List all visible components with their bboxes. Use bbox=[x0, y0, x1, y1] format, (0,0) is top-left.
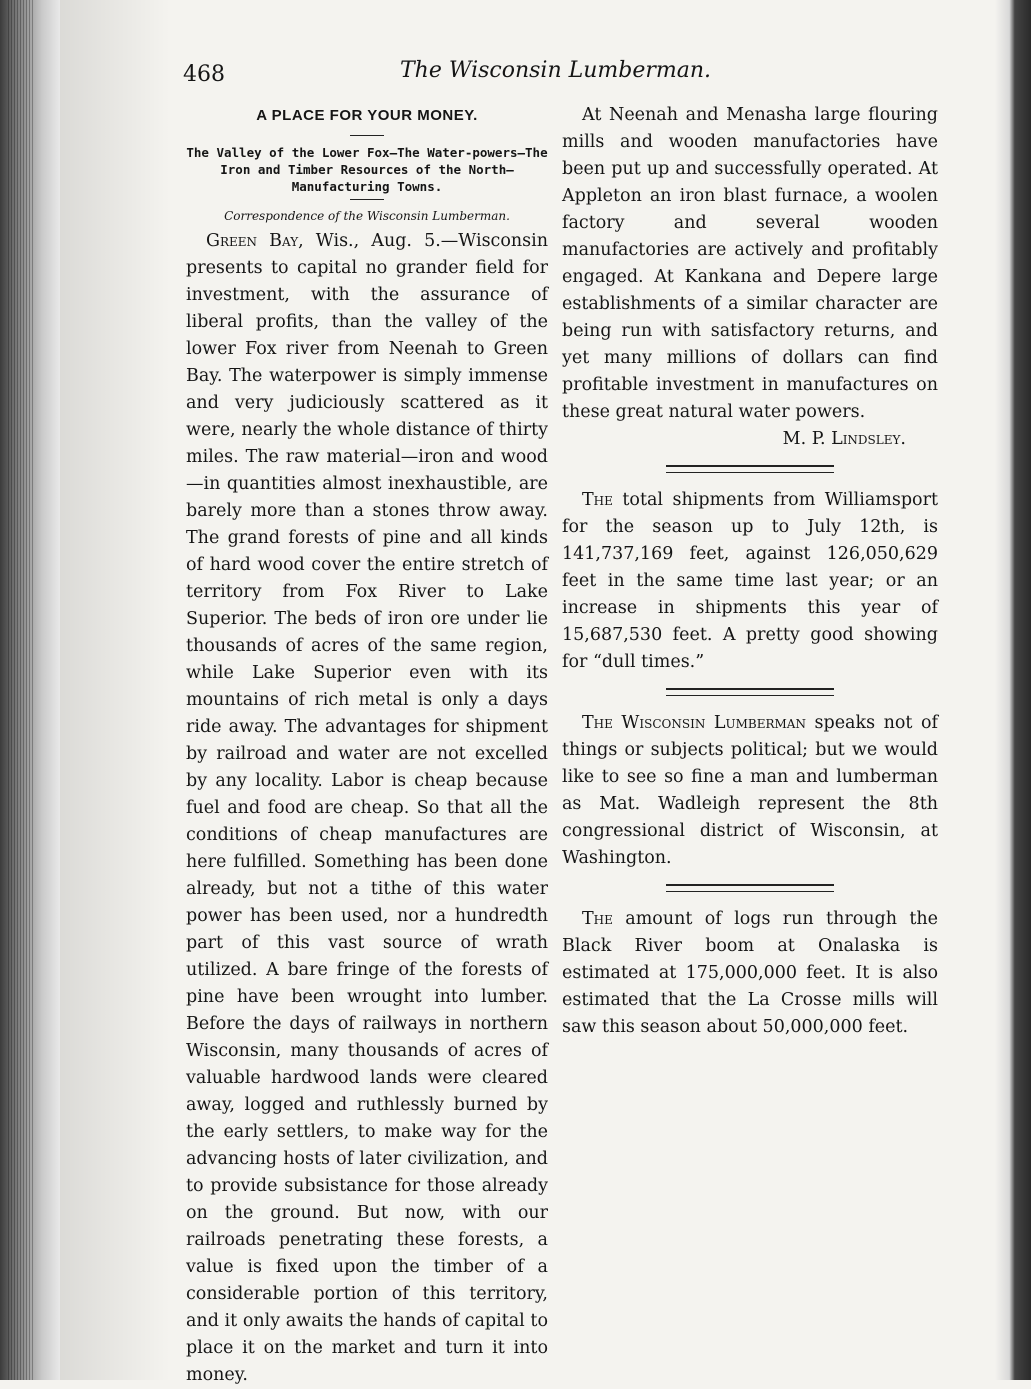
news-item-shipments bbox=[562, 487, 938, 676]
section-divider bbox=[666, 688, 834, 696]
gutter-shadow bbox=[60, 0, 170, 1380]
item-lead: The bbox=[582, 490, 613, 510]
news-item-logs bbox=[562, 906, 938, 1041]
page-right-edge bbox=[995, 0, 1031, 1380]
dateline: Green Bay bbox=[206, 231, 299, 251]
heading-rule bbox=[350, 135, 384, 136]
article-heading: A PLACE FOR YOUR MONEY. bbox=[256, 107, 478, 124]
column-left bbox=[186, 100, 548, 1389]
article-signature: M. P. Lindsley. bbox=[782, 429, 906, 449]
item-text: speaks not of things or subjects political; but we would like to see so fine a man and lumberman as Mat. Wadleigh represent the 8th congressional district of Wisconsin, at Washington. bbox=[562, 713, 938, 868]
article-paragraph-2: At Neenah and Menasha large flouring mills and wooden manufactories have been put up and successfully operated. At Appleton an iron blast furnace, a woolen factory and several wooden manufactories are actively and profitably engaged. At Kankana and Depere large establishments of a similar character are being run with satisfactory returns, and yet many millions of dollars can find profitable investment in manufactures on these great natural water powers. bbox=[562, 105, 938, 422]
item-lead: The Wisconsin Lumberman bbox=[582, 713, 806, 733]
section-divider bbox=[666, 465, 834, 473]
item-lead: The bbox=[582, 909, 613, 929]
article-paragraph-1 bbox=[186, 228, 548, 1389]
item-text: total shipments from Williamsport for the season up to July 12th, is 141,737,169 feet, against 126,050,629 feet in the same time last year; or an increase in shipments this year of 15,687,530 feet. A pretty good showing for “dull times.” bbox=[562, 490, 938, 672]
book-spine bbox=[0, 0, 60, 1380]
running-head: The Wisconsin Lumberman. bbox=[400, 58, 712, 83]
column-right bbox=[562, 100, 938, 1041]
subheading-rule bbox=[350, 199, 384, 200]
news-item-political bbox=[562, 710, 938, 872]
item-text: amount of logs run through the Black River boom at Onalaska is estimated at 175,000,000 feet. It is also estimated that the La Crosse mills will saw this season about 50,000,000 feet. bbox=[562, 909, 938, 1037]
article-subheading: The Valley of the Lower Fox—The Water-powers—The Iron and Timber Resources of the North—Manufacturing Towns. bbox=[186, 145, 548, 194]
page-number: 468 bbox=[183, 62, 225, 87]
article-paragraph-1-text: , Wis., Aug. 5.—Wisconsin presents to capital no grander field for investment, with the assurance of liberal profits, than the valley of the lower Fox river from Neenah to Green Bay. The waterpower is simply immense and very judiciously scattered as it were, nearly the whole distance of thirty miles. The raw material—iron and wood—in quantities almost inexhaustible, are barely more than a stones throw away. The grand forests of pine and all kinds of hard wood cover the entire stretch of territory from Fox River to Lake Superior. The beds of iron ore under lie thousands of acres of the same region, while Lake Superior even with its mountains of rich metal is only a days ride away. The advantages for shipment by railroad and water are not excelled by any locality. Labor is cheap because fuel and food are cheap. So that all the conditions of cheap manufactures are here fulfilled. Something has been done already, but not a tithe of this water power has been used, nor a hundredth part of this vast source of wrath utilized. A bare fringe of the forests of pine have been wrought into lumber. Before the days of railways in northern Wisconsin, many thousands of acres of valuable hardwood lands were cleared away, logged and ruthlessly burned by the early settlers, to make way for the advancing hosts of later civilization, and to provide subsistance for those already on the ground. But now, with our railroads penetrating these forests, a value is fixed upon the timber of a considerable portion of this territory, and it only awaits the hands of capital to place it on the market and turn it into money. bbox=[186, 231, 549, 1385]
section-divider bbox=[666, 884, 834, 892]
article-byline: Correspondence of the Wisconsin Lumberman. bbox=[224, 209, 510, 223]
